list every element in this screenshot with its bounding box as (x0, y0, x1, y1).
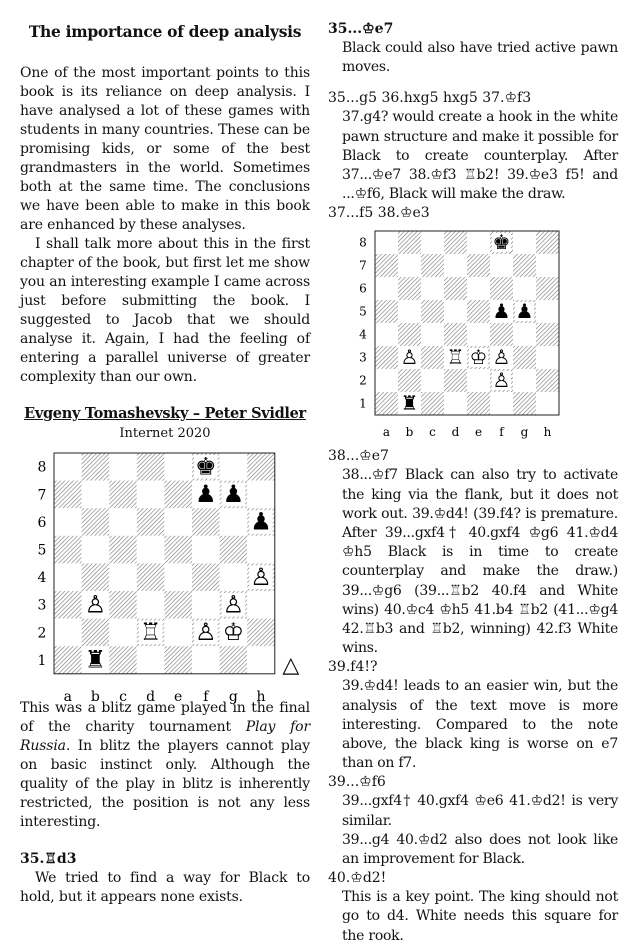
board-square (137, 563, 165, 591)
board-square (192, 563, 220, 591)
board-square (82, 619, 110, 647)
board-square (82, 453, 110, 481)
file-label: f (499, 425, 504, 440)
board-square (398, 231, 421, 254)
board-square (54, 591, 82, 619)
board-square (536, 323, 559, 346)
chess-piece-b1: ♜ (400, 391, 419, 416)
move-39-kf6-note-1: 39...gxf4† 40.gxf4 ♔e6 41.♔d2! is very similar. (342, 793, 618, 829)
file-label: e (474, 425, 483, 440)
board-square (247, 536, 275, 564)
board-square (421, 300, 444, 323)
board-square (109, 481, 137, 509)
file-label: e (174, 688, 183, 705)
board-square (444, 323, 467, 346)
chess-piece-f2: ♙ (492, 368, 511, 393)
board-square (192, 646, 220, 674)
chess-piece-f7: ♟ (195, 480, 217, 509)
board-square (490, 392, 513, 415)
board-square (536, 369, 559, 392)
board-square (54, 536, 82, 564)
board-square (192, 591, 220, 619)
board-square (398, 323, 421, 346)
chess-piece-d3: ♖ (446, 345, 465, 370)
rank-label: 3 (359, 351, 367, 366)
board-square (375, 369, 398, 392)
rank-label: 4 (359, 328, 367, 343)
board-square (375, 277, 398, 300)
blitz-text-a: This was a blitz game played in the final of the charity tournament (20, 700, 310, 735)
board-square (536, 254, 559, 277)
rank-label: 6 (359, 282, 367, 297)
small-board (328, 231, 618, 449)
board-square (375, 254, 398, 277)
chess-piece-f5: ♟ (492, 299, 511, 324)
board-square (536, 231, 559, 254)
board-square (444, 300, 467, 323)
main-board-diagram (20, 452, 310, 705)
board-square (490, 323, 513, 346)
board-square (247, 453, 275, 481)
board-square (247, 481, 275, 509)
chess-piece-g5: ♟ (515, 299, 534, 324)
board-square (398, 369, 421, 392)
board-square (375, 231, 398, 254)
board-square (82, 481, 110, 509)
board-square (513, 346, 536, 369)
board-square (164, 563, 192, 591)
board-square (536, 346, 559, 369)
file-label: g (520, 425, 529, 440)
chess-piece-f8: ♚ (195, 452, 217, 481)
file-label: h (543, 425, 552, 440)
board-square (467, 300, 490, 323)
board-square (375, 346, 398, 369)
move-38-ke7: 38...♔e7 (328, 448, 389, 465)
file-label: h (256, 688, 266, 705)
file-label: b (90, 688, 100, 705)
board-square (164, 619, 192, 647)
file-label: d (451, 425, 460, 440)
board-square (247, 619, 275, 647)
blitz-text-b: . In blitz the players cannot play on basic instinct only. Although the quality of the play in blitz is inherently restricted, the position is not any less interesting. (20, 738, 310, 830)
board-square (137, 508, 165, 536)
rank-label: 2 (359, 374, 367, 389)
board-square (490, 254, 513, 277)
board-square (421, 346, 444, 369)
file-label: d (146, 688, 156, 705)
board-square (164, 481, 192, 509)
board-square (467, 231, 490, 254)
rank-label: 8 (37, 459, 47, 476)
rank-label: 7 (37, 487, 47, 504)
board-square (444, 277, 467, 300)
board-square (137, 536, 165, 564)
rank-label: 6 (37, 514, 47, 531)
move-38-ke7-note: 38...♔f7 Black can also try to activate the king via the flank, but it does not work out. 39.♔d4! (39.f4? is premature. After 39...gxf4† 40.gxf4 ♔g6 41.♔d4 ♔h5 Black is in time to create counterplay and make the draw.) 39...♔g6 (39...♖b2 40.f4 and White wins) 40.♔c4 ♔h5 41.b4 ♖b2 (41...♔g4 42.♖b3 and ♖b2, winning) 42.f3 White wins. (342, 467, 618, 657)
board-square (164, 453, 192, 481)
line-35-g5-note: 37.g4? would create a hook in the white pawn structure and make it possible for Black to create counterplay. After 37...♔e7 38.♔f3 ♖b2! 39.♔e3 f5! and ...♔f6, Black will make the draw. (342, 109, 618, 203)
move-35-rd3: 35.♖d3 (20, 851, 77, 867)
board-square (536, 277, 559, 300)
board-square (109, 536, 137, 564)
white-to-move-icon: △ (282, 652, 300, 678)
board-square (444, 369, 467, 392)
file-label: f (203, 688, 209, 705)
board-square (82, 508, 110, 536)
board-square (421, 231, 444, 254)
rank-label: 1 (37, 652, 47, 669)
chess-piece-h4: ♙ (250, 562, 272, 591)
board-square (192, 508, 220, 536)
board-square (375, 300, 398, 323)
board-square (467, 369, 490, 392)
board-square (220, 646, 248, 674)
rank-label: 7 (359, 259, 367, 274)
file-label: a (382, 425, 391, 440)
rank-label: 8 (359, 236, 367, 251)
board-square (109, 563, 137, 591)
move-39-kf6: 39...♔f6 (328, 774, 386, 791)
board-square (109, 591, 137, 619)
board-square (137, 591, 165, 619)
board-square (164, 536, 192, 564)
board-square (82, 536, 110, 564)
chess-piece-e3: ♔ (469, 345, 488, 370)
rank-label: 2 (37, 625, 47, 642)
board-square (54, 481, 82, 509)
board-square (421, 323, 444, 346)
rank-label: 1 (359, 397, 367, 412)
board-square (54, 508, 82, 536)
board-square (109, 619, 137, 647)
board-square (536, 392, 559, 415)
move-40-kd2-note: This is a key point. The king should not go to d4. White needs this square for the rook. (342, 889, 618, 944)
chess-piece-h6: ♟ (250, 507, 272, 536)
intro-paragraph-1: One of the most important points to this book is its reliance on deep analysis. I have analysed a lot of these games with students in many countries. These can be promising kids, or some of the best grandmasters in the world. Sometimes both at the same time. The conclusions we have been able to make in this book are enhanced by these analyses. (20, 65, 310, 233)
move-39-f4: 39.f4!? (328, 659, 378, 676)
board-square (375, 392, 398, 415)
chess-piece-b3: ♙ (84, 590, 107, 619)
board-square (109, 646, 137, 674)
rank-label: 3 (37, 597, 47, 614)
chess-piece-g3: ♙ (222, 590, 245, 619)
main-board (20, 452, 310, 705)
left-column (20, 22, 310, 907)
rank-label: 4 (37, 570, 47, 587)
board-square (375, 323, 398, 346)
move-35-ke7-note: Black could also have tried active pawn moves. (342, 40, 618, 76)
section-heading: The importance of deep analysis (28, 22, 302, 41)
file-label: c (429, 425, 436, 440)
board-square (54, 619, 82, 647)
board-square (220, 453, 248, 481)
chess-piece-b1: ♜ (84, 645, 107, 674)
board-square (54, 453, 82, 481)
board-square (536, 300, 559, 323)
board-square (137, 646, 165, 674)
board-square (398, 277, 421, 300)
board-square (164, 591, 192, 619)
move-35-rd3-note: We tried to find a way for Black to hold, but it appears none exists. (20, 870, 310, 905)
board-square (513, 231, 536, 254)
file-label: g (228, 688, 238, 705)
board-square (421, 254, 444, 277)
board-square (467, 323, 490, 346)
board-square (398, 254, 421, 277)
board-square (513, 392, 536, 415)
chess-piece-f2: ♙ (195, 618, 217, 647)
board-square (467, 277, 490, 300)
board-square (513, 323, 536, 346)
chess-piece-g2: ♔ (222, 618, 245, 647)
board-square (444, 254, 467, 277)
chess-piece-g7: ♟ (222, 480, 245, 509)
board-square (513, 277, 536, 300)
file-label: b (405, 425, 414, 440)
board-square (54, 563, 82, 591)
board-square (192, 536, 220, 564)
board-square (513, 254, 536, 277)
small-board-diagram (328, 231, 618, 449)
board-square (421, 277, 444, 300)
tournament-name: Play for Russia (20, 719, 310, 754)
board-square (398, 300, 421, 323)
board-square (421, 392, 444, 415)
board-square (137, 453, 165, 481)
rank-label: 5 (359, 305, 367, 320)
board-square (164, 508, 192, 536)
board-square (164, 646, 192, 674)
line-37-f5: 37...f5 38.♔e3 (328, 205, 430, 222)
line-35-g5: 35...g5 36.hxg5 hxg5 37.♔f3 (328, 90, 532, 107)
file-label: c (119, 688, 127, 705)
board-square (513, 369, 536, 392)
board-square (444, 392, 467, 415)
game-players: Evgeny Tomashevsky – Peter Svidler (24, 405, 306, 422)
board-square (467, 392, 490, 415)
move-40-kd2: 40.♔d2! (328, 870, 387, 887)
chess-piece-d2: ♖ (139, 618, 162, 647)
move-35-ke7: 35...♔e7 (328, 21, 394, 37)
board-square (54, 646, 82, 674)
board-square (220, 563, 248, 591)
rank-label: 5 (37, 542, 47, 559)
chess-piece-b3: ♙ (400, 345, 419, 370)
move-39-kf6-note-2: 39...g4 40.♔d2 also does not look like an improvement for Black. (342, 831, 618, 868)
right-column (328, 22, 618, 946)
board-square (137, 481, 165, 509)
intro-paragraph-2: I shall talk more about this in the first chapter of the book, but first let me show you an interesting example I came across just before submitting the book. I suggested to Jacob that we should analyse it. Again, I had the feeling of entering a parallel universe of greater complexity than our own. (20, 236, 310, 385)
move-39-f4-note: 39.♔d4! leads to an easier win, but the analysis of the text move is more interesting. Compared to the note above, the black king is worse on e7 than on f7. (342, 678, 618, 772)
board-square (220, 508, 248, 536)
board-square (247, 591, 275, 619)
game-event: Internet 2020 (119, 426, 211, 441)
board-square (247, 646, 275, 674)
board-square (109, 453, 137, 481)
file-label: a (63, 688, 72, 705)
board-square (490, 277, 513, 300)
board-square (220, 536, 248, 564)
chess-piece-f3: ♙ (492, 345, 511, 370)
board-square (82, 563, 110, 591)
board-square (467, 254, 490, 277)
chess-piece-f8: ♚ (492, 230, 511, 255)
blitz-paragraph (20, 699, 310, 832)
board-square (109, 508, 137, 536)
board-square (421, 369, 444, 392)
board-square (444, 231, 467, 254)
